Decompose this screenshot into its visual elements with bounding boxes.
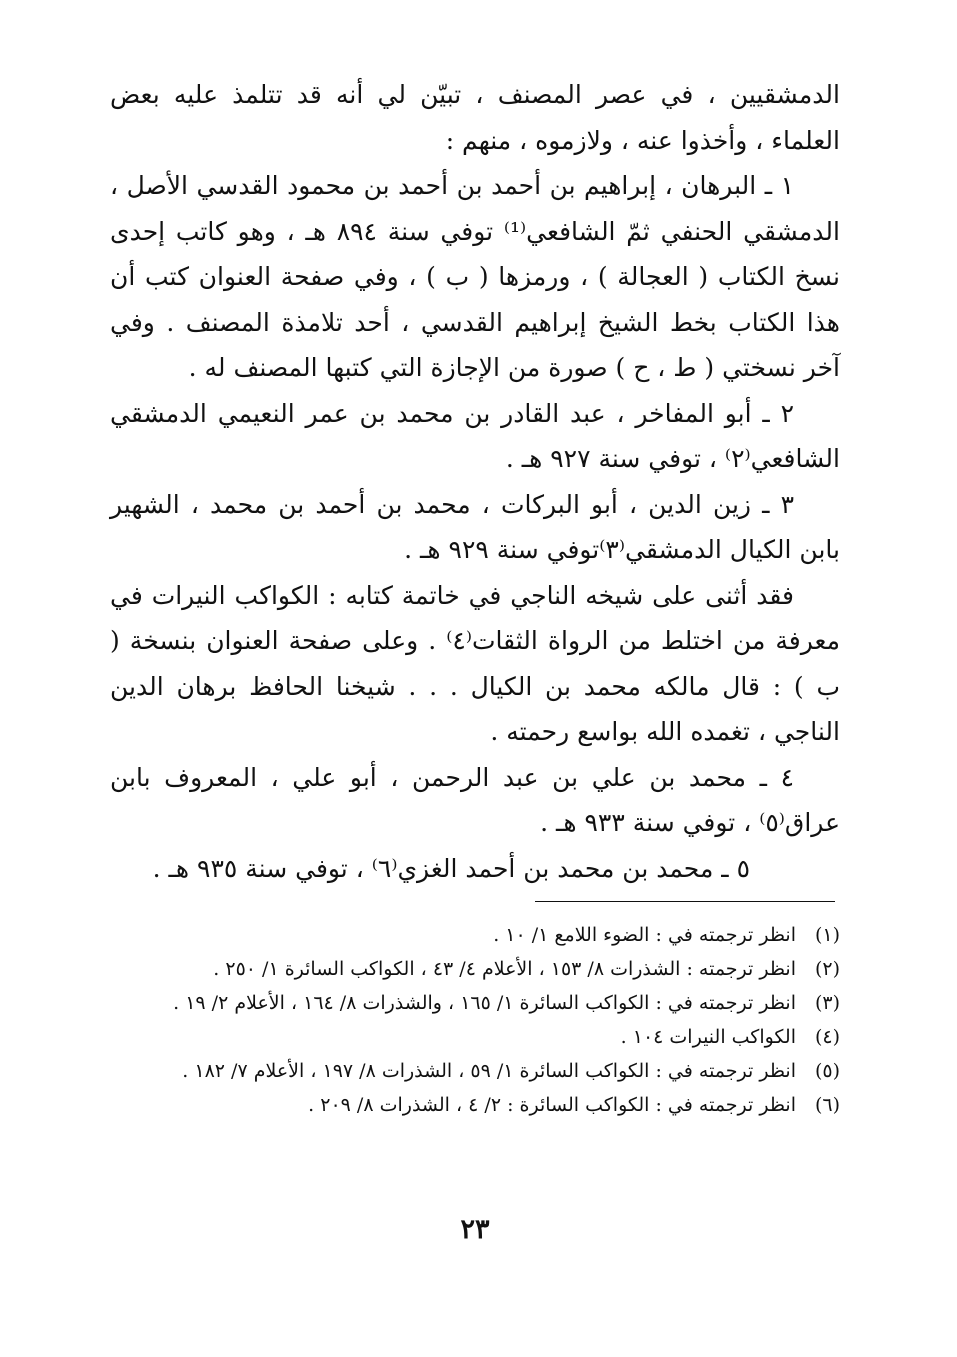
book-page [110, 72, 840, 1292]
footnote-item [110, 918, 840, 952]
footnote-number: (٥) [814, 1060, 840, 1082]
paragraph-student-1: ١ ـ البرهان ، إبراهيم بن أحمد بن أحمد بن محمود القدسي الأصل ، الدمشقي الحنفي ثمّ الشافعي⁽¹⁾ توفي سنة ٨٩٤ هـ ، وهو كاتب إحدى نسخ الكتاب ( العجالة ) ، ورمزها ( ب ) ، وفي صفحة العنوان كتب أن هذا الكتاب بخط الشيخ إبراهيم القدسي ، أحد تلامذة المصنف . وفي آخر نسختي ( ط ، ح ) صورة من الإجازة التي كتبها المصنف له . [110, 171, 840, 382]
paragraph-student-3: ٣ ـ زين الدين ، أبو البركات ، محمد بن أحمد بن محمد ، الشهير بابن الكيال الدمشقي⁽٣⁾توفي سنة ٩٢٩ هـ . [110, 489, 840, 564]
footnotes [110, 918, 840, 1122]
footnote-item [110, 986, 840, 1020]
footnote-number: (٤) [814, 1026, 840, 1048]
page-number: ٢٣ [460, 1214, 490, 1245]
footnote-text: انظر ترجمته : الشذرات ٨/ ١٥٣ ، الأعلام ٤/ ٤٣ ، الكواكب السائرة ١/ ٢٥٠ . [213, 958, 796, 980]
footnote-text: انظر ترجمته في : الكواكب السائرة ١/ ٥٩ ، الشذرات ٨/ ١٩٧ ، الأعلام ٧/ ١٨٢ . [182, 1060, 796, 1082]
paragraph-student-4: ٤ ـ محمد بن علي بن عبد الرحمن ، أبو علي ، المعروف بابن عراق⁽٥⁾ ، توفي سنة ٩٣٣ هـ . [110, 762, 840, 837]
footnote-number: (٦) [814, 1094, 840, 1116]
paragraph-intro: الدمشقيين ، في عصر المصنف ، تبيّن لي أنه قد تتلمذ عليه بعض العلماء ، وأخذوا عنه ، ولازموه ، منهم : [110, 80, 840, 155]
footnote-item [110, 1054, 840, 1088]
footnote-item [110, 1088, 840, 1122]
paragraph-praise: فقد أثنى على شيخه الناجي في خاتمة كتابه : الكواكب النيرات في معرفة من اختلط من الرواة الثقات⁽٤⁾ . وعلى صفحة العنوان بنسخة ( ب ) : قال مالكه محمد بن الكيال . . . شيخنا الحافظ برهان الدين الناجي ، تغمده الله بواسع رحمته . [110, 580, 840, 746]
paragraph-student-5: ٥ ـ محمد بن محمد بن أحمد الغزي⁽٦⁾ ، توفي سنة ٩٣٥ هـ . [152, 853, 750, 883]
footnote-number: (٣) [814, 992, 840, 1014]
main-text [110, 72, 840, 891]
footnote-item [110, 952, 840, 986]
footnote-item [110, 1020, 840, 1054]
footnote-text: انظر ترجمته في : الكواكب السائرة ١/ ١٦٥ ، والشذرات ٨/ ١٦٤ ، الأعلام ٢/ ١٩ . [173, 992, 796, 1014]
footnote-number: (٢) [814, 958, 840, 980]
footnote-text: انظر ترجمته في : الكواكب السائرة : ٢/ ٤ ، الشذرات ٨/ ٢٠٩ . [308, 1094, 796, 1116]
paragraph-student-2: ٢ ـ أبو المفاخر ، عبد القادر بن محمد بن عمر النعيمي الدمشقي الشافعي⁽٢⁾ ، توفي سنة ٩٢٧ هـ . [110, 398, 840, 473]
footnote-text: الكواكب النيرات ١٠٤ . [620, 1026, 796, 1048]
footnote-number: (١) [814, 924, 840, 946]
footnote-divider [535, 901, 835, 902]
footnote-text: انظر ترجمته في : الضوء اللامع ١/ ١٠ . [493, 924, 796, 946]
